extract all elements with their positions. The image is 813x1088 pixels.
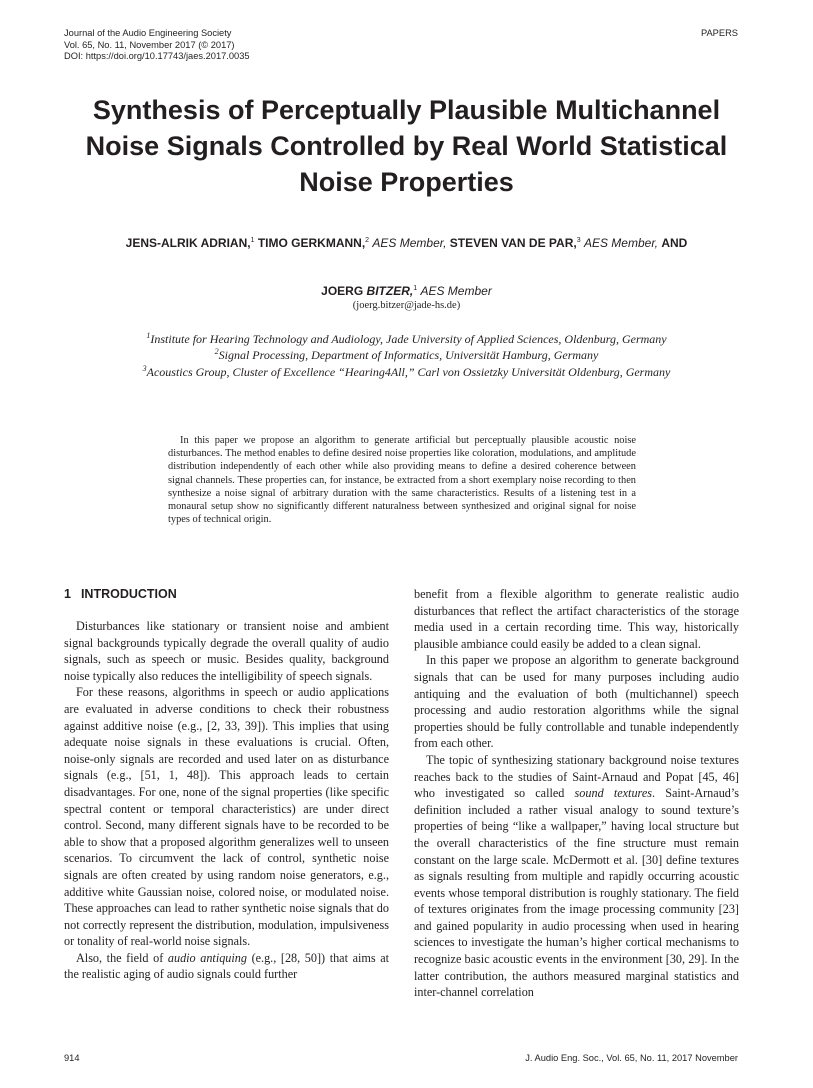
author-given-name: JOERG [321, 284, 364, 298]
abstract [168, 434, 636, 526]
affiliation-text: Signal Processing, Department of Informatics, Universität Hamburg, Germany [218, 348, 599, 362]
affiliation-mark: 3 [142, 364, 147, 373]
author-affiliation-mark: 2 [365, 237, 370, 244]
affiliation-mark: 2 [214, 347, 219, 356]
paper-title [40, 92, 773, 200]
journal-header [64, 28, 250, 63]
author-conjunction: AND [661, 236, 688, 250]
paragraph: benefit from a flexible algorithm to generate realistic audio disturbances that reflect the artifact characteristics of the storage media used in a certain recording time. This way, historically plausible ambiance could easily be added to a clean signal. [414, 587, 739, 651]
title-line-1: Synthesis of Perceptually Plausible Multichannel [92, 95, 721, 125]
section-heading [64, 587, 187, 601]
author-surname: BITZER, [366, 284, 414, 298]
paragraph [414, 752, 739, 1001]
affiliation-3 [40, 364, 773, 380]
affiliation-text: Acoustics Group, Cluster of Excellence “Hearing4All,” Carl von Ossietzky Universität Oldenburg, Germany [146, 365, 671, 379]
affiliation-text: Institute for Hearing Technology and Audiology, Jade University of Applied Sciences, Oldenburg, Germany [150, 332, 667, 346]
paragraph-text: (e.g., [28, 50]) that aims at the realistic aging of audio signals could further [64, 950, 389, 982]
author-membership: AES Member, [583, 236, 658, 250]
body-column-right [414, 586, 739, 1001]
title-line-2: Noise Signals Controlled by Real World Statistical [85, 131, 728, 161]
author-membership: AES Member [420, 284, 492, 298]
paragraph-text: The topic of synthesizing stationary background noise textures reaches back to the studies of Saint-Arnaud and Popat [45, 46] who investigated so called [414, 752, 739, 801]
doi-link[interactable]: DOI: https://doi.org/10.17743/jaes.2017.0035 [64, 51, 250, 61]
paragraph-text: . Saint-Arnaud’s definition included a rather visual analogy to sound texture’s properties of being “like a wallpaper,” having local structure but the overall characteristics of the fine structure must remain constant on the large scale. McDermott et al. [30] define textures as signals resulting from multiple and rapidly occurring acoustic events whose temporal distribution is roughly stationary. The field of textures originates from the image processing community [23] and gained popularity in audio processing when used in hearing sciences to investigate the human’s higher cortical mechanisms to recognize basic acoustic events in the environment [30, 29]. In the latter contribution, the authors measured marginal statistics and inter-channel correlation [414, 786, 740, 1000]
paragraph: Disturbances like stationary or transient noise and ambient signal backgrounds typically degrade the overall quality of audio signals, such as speech or music. Besides quality, background noise typically also reduces the intelligibility of speech signals. [64, 619, 389, 683]
paragraph: For these reasons, algorithms in speech or audio applications are evaluated in adverse conditions to check their robustness against additive noise (e.g., [2, 33, 39]). This implies that using adequate noise signals in these evaluations is crucial. Often, noise-only signals are recorded and used later on as disturbance signals (e.g., [51, 1, 48]). This approach leads to certain disadvantages. For one, none of the signal properties (like specific spectral content or temporal characteristics) are under direct control. Second, many different signals have to be recorded to be able to show that a proposed algorithm generalizes well to unseen scenarios. To circumvent the lack of control, synthetic noise signals are often created by using random noise generators, e.g., additive white Gaussian noise, colored noise, or modulated noise. These approaches can lead to rather synthetic noise signals that do not correctly represent the distribution, modulation, impulsiveness or tonality of real-world noise signals. [64, 685, 389, 949]
volume-info: Vol. 65, No. 11, November 2017 (© 2017) [64, 39, 235, 50]
emphasis-term: audio antiquing [167, 950, 247, 965]
body-column-left [64, 618, 389, 983]
emphasis-term: sound textures [574, 786, 652, 801]
section-label: PAPERS [700, 28, 738, 38]
author-name: STEVEN VAN DE PAR, [449, 236, 577, 250]
footer-citation: J. Audio Eng. Soc., Vol. 65, No. 11, 2017 November [525, 1053, 738, 1063]
affiliation-2 [40, 347, 773, 363]
affiliation-1 [40, 331, 773, 347]
author-affiliation-mark: 3 [576, 237, 581, 244]
title-line-3: Noise Properties [299, 167, 514, 197]
author-line-2 [30, 284, 783, 298]
paragraph: In this paper we propose an algorithm to generate background signals that can be used for many purposes including audio antiquing and the evaluation of both (multichannel) speech processing and audio restoration algorithms while the signal properties should be fully controllable and tunable independently from each other. [414, 653, 739, 751]
author-name: JENS-ALRIK ADRIAN, [125, 236, 251, 250]
paragraph-text: Also, the field of [76, 950, 168, 965]
section-title: INTRODUCTION [80, 587, 177, 601]
author-membership: AES Member, [372, 236, 447, 250]
page-number: 914 [64, 1053, 80, 1063]
author-line-1 [30, 236, 783, 250]
paragraph [64, 950, 389, 983]
author-affiliation-mark: 1 [250, 237, 255, 244]
author-affiliation-mark: 1 [413, 285, 418, 292]
contact-email[interactable]: (joerg.bitzer@jade-hs.de) [352, 300, 461, 311]
affiliation-mark: 1 [146, 331, 151, 340]
section-number: 1 [64, 587, 71, 601]
journal-name: Journal of the Audio Engineering Society [64, 28, 232, 38]
abstract-text: In this paper we propose an algorithm to generate artificial but perceptually plausible acoustic noise disturbances. The method enables to define desired noise properties like coloration, modulations, and amplitude distribution independently of each other while also providing means to define a desired coherence between signal channels. These properties can, for instance, be extracted from a short exemplary noise recording to then synthesize a noise signal of arbitrary duration with the same characteristics. Results of a listening test in a monaural setup show no significantly different naturalness between synthesized and original signal for noise types of technical origin. [168, 435, 636, 526]
author-name: TIMO GERKMANN, [257, 236, 366, 250]
